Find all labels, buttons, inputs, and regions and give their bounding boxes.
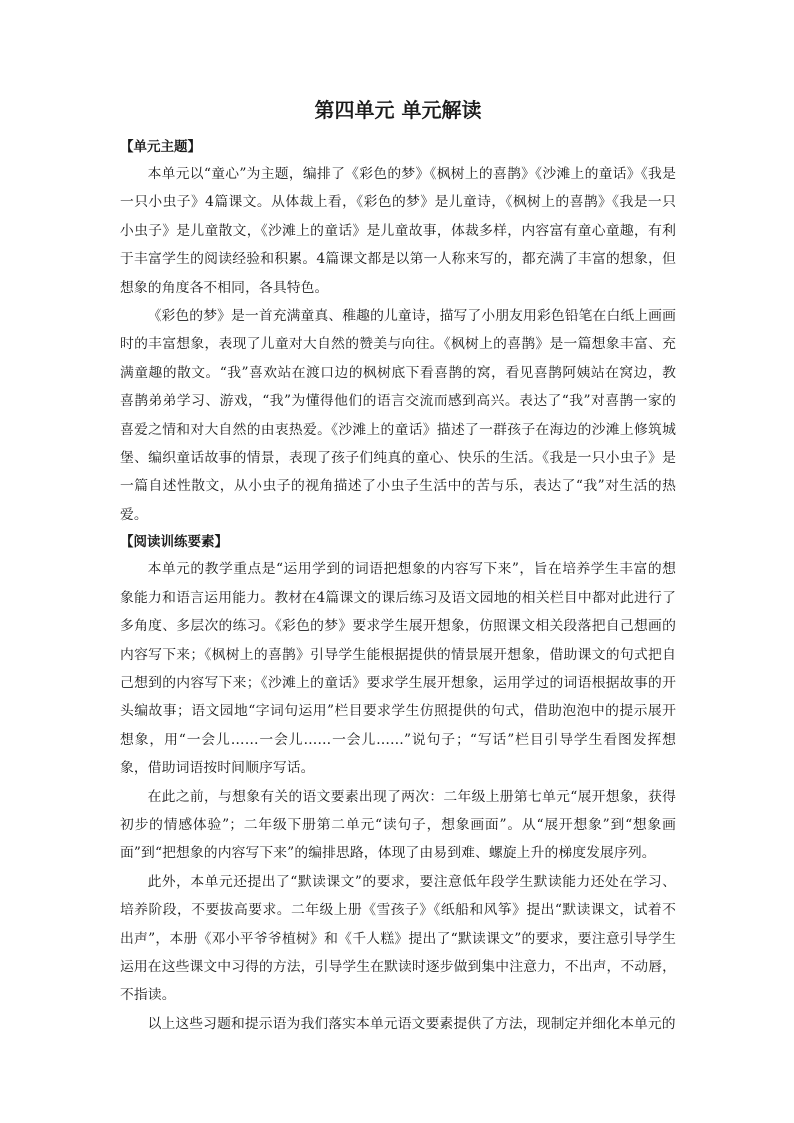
paragraph: 此外，本单元还提出了“默读课文”的要求，要注意低年段学生默读能力还处在学习、培养阶段，不要拔高要求。二年级上册《雪孩子》《纸船和风筝》提出“默读课文，试着不出声”，本册《邓小平爷爷植树》和《千人糕》提出了“默读课文”的要求，要注意引导学生运用在这些课文中习得的方法，引导学生在默读时逐步做到集中注意力，不出声，不动唇，不指读。	[120, 873, 676, 1004]
page-title: 第四单元 单元解读	[314, 98, 482, 122]
paragraph: 本单元的教学重点是“运用学到的词语把想象的内容写下来”，旨在培养学生丰富的想象能力和语言运用能力。教材在4篇课文的课后练习及语文园地的相关栏目中都对此进行了多角度、多层次的练习。《彩色的梦》要求学生展开想象，仿照课文相关段落把自己想画的内容写下来；《枫树上的喜鹊》引导学生能根据提供的情景展开想象，借助课文的句式把自己想到的内容写下来；《沙滩上的童话》要求学生展开想象，运用学过的词语根据故事的开头编故事；语文园地“字词句运用”栏目要求学生仿照提供的句式，借助泡泡中的提示展开想象，用“一会儿……一会儿……一会儿……”说句子；“写话”栏目引导学生看图发挥想象，借助词语按时间顺序写话。	[120, 561, 676, 777]
paragraph: 本单元以“童心”为主题，编排了《彩色的梦》《枫树上的喜鹊》《沙滩上的童话》《我是一只小虫子》4篇课文。从体裁上看，《彩色的梦》是儿童诗，《枫树上的喜鹊》《我是一只小虫子》是儿童散文，《沙滩上的童话》是儿童故事，体裁多样，内容富有童心童趣，有利于丰富学生的阅读经验和积累。4篇课文都是以第一人称来写的，都充满了丰富的想象，但想象的角度各不相同，各具特色。	[120, 166, 676, 296]
section-heading: 【阅读训练要素】	[120, 534, 228, 551]
section-heading: 【单元主题】	[120, 139, 201, 155]
paragraph: 在此之前，与想象有关的语文要素出现了两次：二年级上册第七单元“展开想象，获得初步的情感体验”；二年级下册第二单元“读句子，想象画面”。从“展开想象”到“想象画面”到“把想象的内容写下来”的编排思路，体现了由易到难、螺旋上升的梯度发展序列。	[120, 788, 676, 862]
section-reading-elements	[120, 529, 676, 1038]
section-unit-theme	[120, 134, 676, 529]
document-page	[120, 96, 676, 1038]
paragraph: 《彩色的梦》是一首充满童真、稚趣的儿童诗，描写了小朋友用彩色铅笔在白纸上画画时的丰富想象，表现了儿童对大自然的赞美与向往。《枫树上的喜鹊》是一篇想象丰富、充满童趣的散文。“我”喜欢站在渡口边的枫树底下看喜鹊的窝，看见喜鹊阿姨站在窝边，教喜鹊弟弟学习、游戏，“我”为懂得他们的语言交流而感到高兴。表达了“我”对喜鹊一家的喜爱之情和对大自然的由衷热爱。《沙滩上的童话》描述了一群孩子在海边的沙滩上修筑城堡、编织童话故事的情景，表现了孩子们纯真的童心、快乐的生活。《我是一只小虫子》是一篇自述性散文，从小虫子的视角描述了小虫子生活中的苦与乐，表达了“我”对生活的热爱。	[120, 308, 676, 523]
paragraph: 以上这些习题和提示语为我们落实本单元语文要素提供了方法，现制定并细化本单元的	[147, 1015, 676, 1032]
